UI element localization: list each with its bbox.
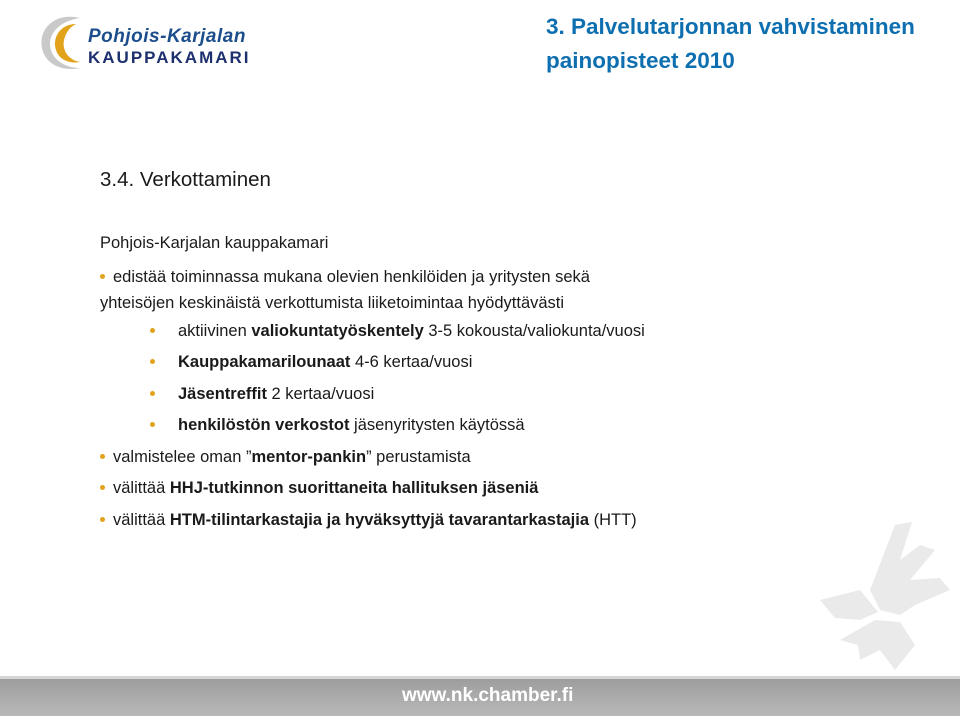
bullet-icon [150, 391, 155, 396]
bullet-icon [100, 517, 105, 522]
footer-bar [0, 676, 960, 716]
sub-item-text: jäsenyritysten käytössä [349, 416, 525, 434]
bullet-icon [100, 485, 105, 490]
bird-watermark-icon [800, 520, 960, 675]
bullet-list [100, 262, 880, 536]
bullet-text: edistää toiminnassa mukana olevien henkilöiden ja yritysten sekä [113, 268, 590, 286]
chamber-logo [36, 10, 266, 74]
bullet-icon [150, 328, 155, 333]
sub-list-item [100, 316, 880, 348]
bullet-icon [150, 359, 155, 364]
sub-item-text: 4-6 kertaa/vuosi [350, 353, 473, 371]
slide-title-line1: 3. Palvelutarjonnan vahvistaminen [546, 14, 915, 39]
bullet-bold: HHJ-tutkinnon suorittaneita hallituksen jäseniä [169, 479, 539, 497]
list-item [100, 505, 880, 537]
sub-item-bold: henkilöstön verkostot [178, 416, 350, 434]
org-heading: Pohjois-Karjalan kauppakamari [100, 234, 329, 252]
section-heading: 3.4. Verkottaminen [100, 168, 271, 191]
list-item [100, 473, 880, 505]
bullet-text: välittää [113, 479, 170, 497]
bullet-icon [100, 454, 105, 459]
sub-list-item [100, 379, 880, 411]
bullet-text: välittää [113, 510, 170, 529]
slide-title [546, 10, 951, 78]
footer-url: www.nk.chamber.fi [402, 685, 574, 706]
close-quote: ” [366, 447, 372, 466]
sub-item-text: 2 kertaa/vuosi [266, 384, 375, 403]
sub-item-text: aktiivinen [178, 321, 252, 340]
sub-item-bold: valiokuntatyöskentely [251, 321, 424, 340]
sub-item-bold: Kauppakamarilounaat [178, 353, 351, 371]
list-item [100, 442, 880, 474]
list-item-continuation [100, 290, 880, 316]
bullet-text: (HTT) [589, 510, 637, 529]
sub-item-bold: Jäsentreffit [178, 384, 267, 403]
logo-text-region: Pohjois-Karjalan [88, 26, 246, 47]
bullet-icon [100, 274, 105, 279]
footer-divider [0, 676, 960, 679]
bullet-bold: HTM-tilintarkastajia ja hyväksyttyjä tavarantarkastajia [169, 510, 589, 529]
logo-text-org: KAUPPAKAMARI [88, 48, 251, 67]
bullet-text: yhteisöjen keskinäistä verkottumista liiketoimintaa hyödyttävästi [100, 293, 565, 312]
slide-title-line2: painopisteet 2010 [546, 48, 735, 73]
sub-list-item [100, 347, 880, 379]
bullet-text: perustamista [371, 447, 471, 466]
bullet-text: valmistelee oman [113, 447, 246, 466]
bullet-icon [150, 422, 155, 427]
bullet-bold: mentor-pankin [251, 447, 367, 466]
sub-list-item [100, 410, 880, 442]
sub-item-text: 3-5 kokousta/valiokunta/vuosi [423, 321, 645, 340]
logo-swirl-icon [36, 10, 96, 74]
open-quote: ” [245, 447, 252, 466]
